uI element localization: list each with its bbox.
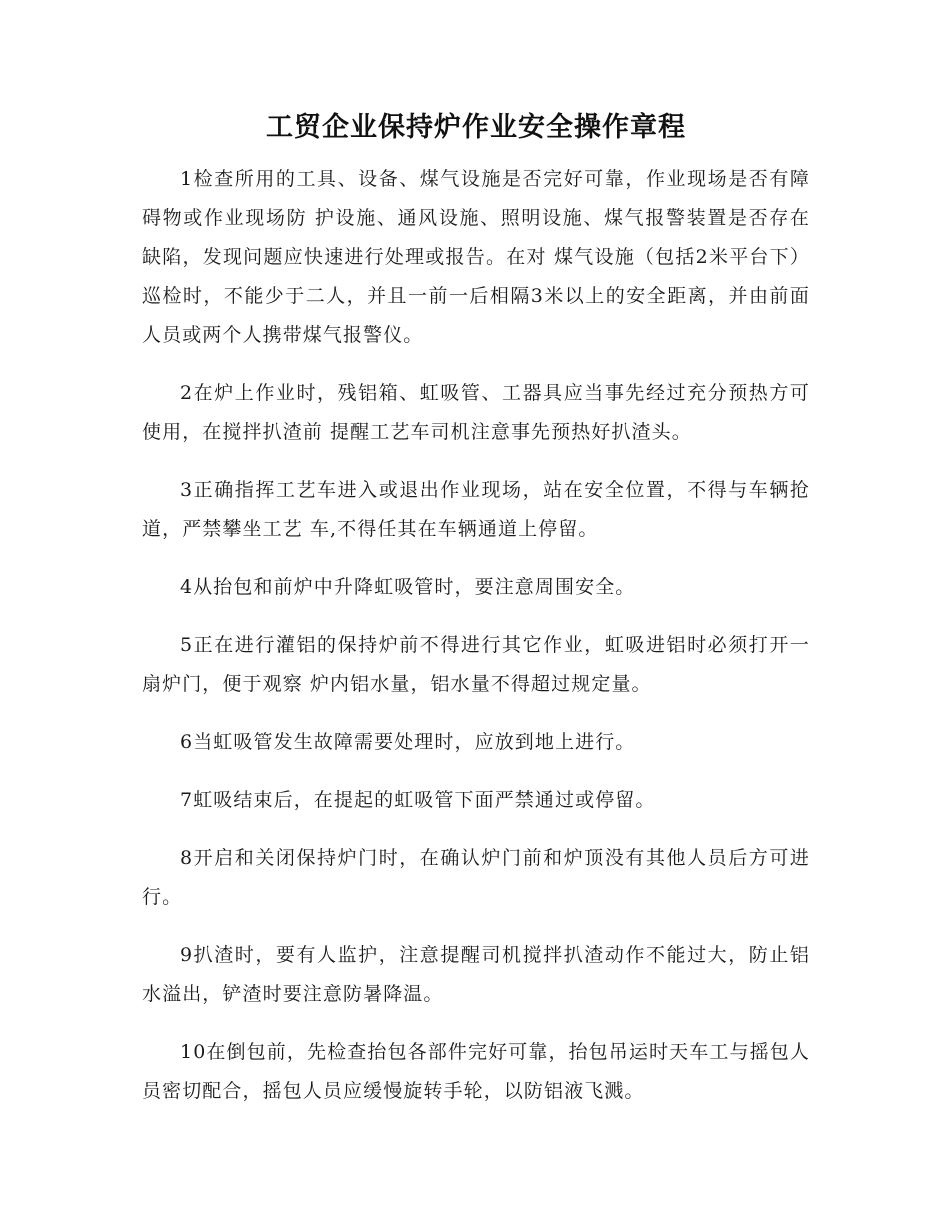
paragraph-10: 10在倒包前，先检查抬包各部件完好可靠，抬包吊运时天车工与摇包人员密切配合，摇包人员应缓慢旋转手轮，以防铝液飞溅。 <box>142 1041 810 1102</box>
paragraph-8: 8开启和关闭保持炉门时，在确认炉门前和炉顶没有其他人员后方可进行。 <box>142 847 810 908</box>
document-page <box>142 108 810 1130</box>
paragraph-3: 3正确指挥工艺车进入或退出作业现场，站在安全位置，不得与车辆抢道，严禁攀坐工艺 车,不得任其在车辆通道上停留。 <box>142 479 810 540</box>
paragraph-5: 5正在进行灌铝的保持炉前不得进行其它作业，虹吸进铝时必须打开一扇炉门，便于观察 炉内铝水量，铝水量不得超过规定量。 <box>142 634 810 695</box>
paragraph-1: 1检查所用的工具、设备、煤气设施是否完好可靠，作业现场是否有障碍物或作业现场防 护设施、通风设施、照明设施、煤气报警装置是否存在缺陷，发现问题应快速进行处理或报告。在对 煤气设施（包括2米平台下）巡检时，不能少于二人，并且一前一后相隔3米以上的安全距离，并由前面人员或两个人携带煤气报警仪。 <box>142 168 810 346</box>
document-title: 工贸企业保持炉作业安全操作章程 <box>266 112 686 143</box>
paragraph-9: 9扒渣时，要有人监护，注意提醒司机搅拌扒渣动作不能过大，防止铝水溢出，铲渣时要注意防暑降温。 <box>142 944 810 1005</box>
paragraph-2: 2在炉上作业时，残铝箱、虹吸管、工器具应当事先经过充分预热方可使用，在搅拌扒渣前 提醒工艺车司机注意事先预热好扒渣头。 <box>142 382 810 443</box>
paragraph-4: 4从抬包和前炉中升降虹吸管时，要注意周围安全。 <box>180 576 636 598</box>
paragraph-7: 7虹吸结束后，在提起的虹吸管下面严禁通过或停留。 <box>180 789 656 811</box>
paragraph-6: 6当虹吸管发生故障需要处理时，应放到地上进行。 <box>180 731 636 753</box>
